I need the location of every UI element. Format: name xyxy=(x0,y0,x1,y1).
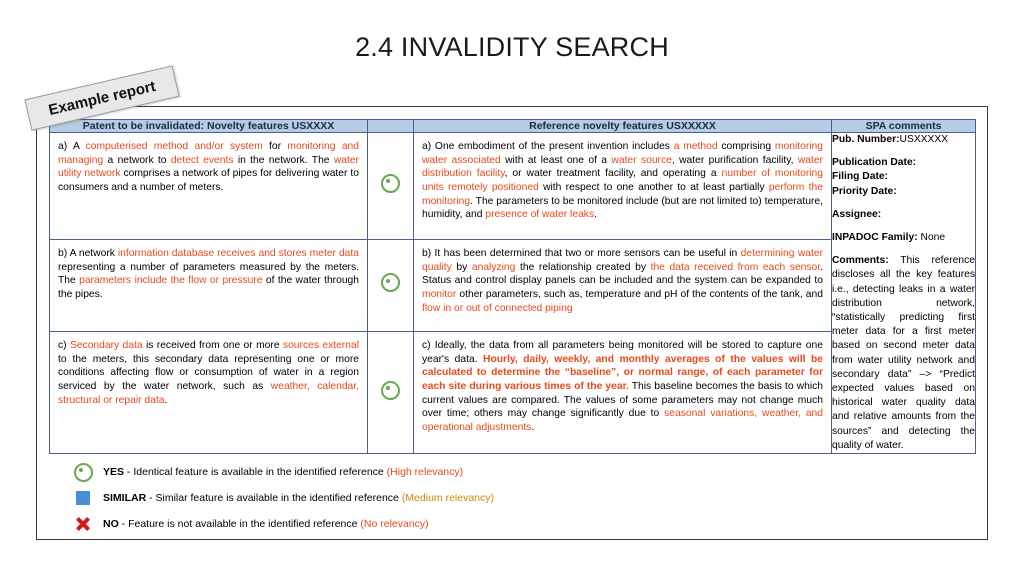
legend-key-similar: SIMILAR xyxy=(103,492,147,504)
legend-row-yes xyxy=(63,459,663,485)
reference-feature-a: a) One embodiment of the present invention includes a method comprising monitoring water associated with at least one of a water source, water purification facility, water distribution facility, or water treatment facility, and operating a number of monitoring units remotely positioned with respect to one another to at least partially perform the monitoring. The parameters to be monitored include (but are not limited to) temperature, humidity, and presence of water leaks. xyxy=(414,133,832,240)
spa-comments-cell xyxy=(832,133,976,454)
assignee-label: Assignee: xyxy=(832,208,882,220)
legend-desc-no: - Feature is not available in the identified reference xyxy=(118,518,361,530)
table-row xyxy=(50,133,976,240)
reference-feature-c: c) Ideally, the data from all parameters being monitored will be stored to capture one year's data. Hourly, daily, weekly, and monthly averages of the values will be calculated to determine the “baseline”, or normal range, of each parameter for each site during various times of the year. This baseline becomes the basis to which current values are compared. The values of some parameters may not change much over time; others may change significantly due to seasonal variations, weather, and operational adjustments. xyxy=(414,331,832,453)
patent-feature-b: b) A network information database receives and stores meter data representing a number of parameters measured by the meters. The parameters include the flow or pressure of the water through the pipes. xyxy=(50,240,368,332)
priority-date-label: Priority Date: xyxy=(832,185,897,197)
comments-label: Comments: xyxy=(832,255,889,267)
legend xyxy=(63,459,663,537)
column-header-spa-comments: SPA comments xyxy=(832,120,976,133)
green-circle-icon xyxy=(381,381,400,400)
blue-square-icon xyxy=(63,491,103,505)
page-title: 2.4 INVALIDITY SEARCH xyxy=(355,32,669,62)
relevancy-icon-cell-c xyxy=(368,331,414,453)
legend-row-similar xyxy=(63,485,663,511)
legend-note-similar: (Medium relevancy) xyxy=(401,492,495,504)
legend-text-similar xyxy=(103,492,494,504)
filing-date-label: Filing Date: xyxy=(832,171,889,183)
relevancy-icon-cell-b xyxy=(368,240,414,332)
patent-feature-a: a) A computerised method and/or system for monitoring and managing a network to detect events in the network. The water utility network comprises a network of pipes for delivering water to consumers and a number of meters. xyxy=(50,133,368,240)
invalidity-search-table xyxy=(49,119,976,454)
pub-number-label: Pub. Number: xyxy=(832,134,900,145)
legend-key-no: NO xyxy=(103,518,119,530)
example-report-ribbon: Example report xyxy=(24,65,179,130)
legend-desc-similar: - Similar feature is available in the identified reference xyxy=(146,492,402,504)
example-report-frame xyxy=(36,106,988,540)
legend-text-yes xyxy=(103,466,463,478)
legend-text-no xyxy=(103,518,429,530)
green-circle-icon xyxy=(63,463,103,482)
legend-row-no xyxy=(63,511,663,537)
green-circle-icon xyxy=(381,174,400,193)
legend-note-no: (No relevancy) xyxy=(360,518,429,530)
column-header-patent: Patent to be invalidated: Novelty features USXXXX xyxy=(50,120,368,133)
column-header-icon xyxy=(368,120,414,133)
inpadoc-family-label: INPADOC Family: xyxy=(832,232,918,244)
relevancy-icon-cell-a xyxy=(368,133,414,240)
legend-note-yes: (High relevancy) xyxy=(386,466,464,478)
column-header-reference: Reference novelty features USXXXXX xyxy=(414,120,832,133)
reference-feature-b: b) It has been determined that two or more sensors can be useful in determining water quality by analyzing the relationship created by the data received from each sensor. Status and control display panels can be included and the system can be expanded to monitor other parameters, such as, temperature and pH of the contents of the tank, and flow in or out of connected piping xyxy=(414,240,832,332)
table-header-row xyxy=(50,120,976,133)
publication-date-label: Publication Date: xyxy=(832,157,917,169)
inpadoc-family-value: None xyxy=(920,232,946,244)
pub-number-value: USXXXXX xyxy=(899,134,949,145)
pub-number-line xyxy=(832,133,975,147)
patent-feature-c: c) Secondary data is received from one or more sources external to the meters, this secondary data representing one or more conditions affecting flow or consumption of water in a region serviced by the water network, such as weather, calendar, structural or repair data. xyxy=(50,331,368,453)
legend-key-yes: YES xyxy=(103,466,125,478)
inpadoc-family-line xyxy=(832,231,975,245)
comments-text: This reference discloses all the key features i.e., detecting leaks in a water distribution network, “statistically predicting first meter data for a first meter based on second meter data from water utility network and secondary data” –> “Predict expected values based on historical water quality data and relative amounts from the sources” and detecting the quality of water. xyxy=(832,255,975,451)
legend-desc-yes: - Identical feature is available in the identified reference xyxy=(124,466,387,478)
green-circle-icon xyxy=(381,273,400,292)
red-x-icon xyxy=(63,516,103,532)
comments-line xyxy=(832,254,975,453)
